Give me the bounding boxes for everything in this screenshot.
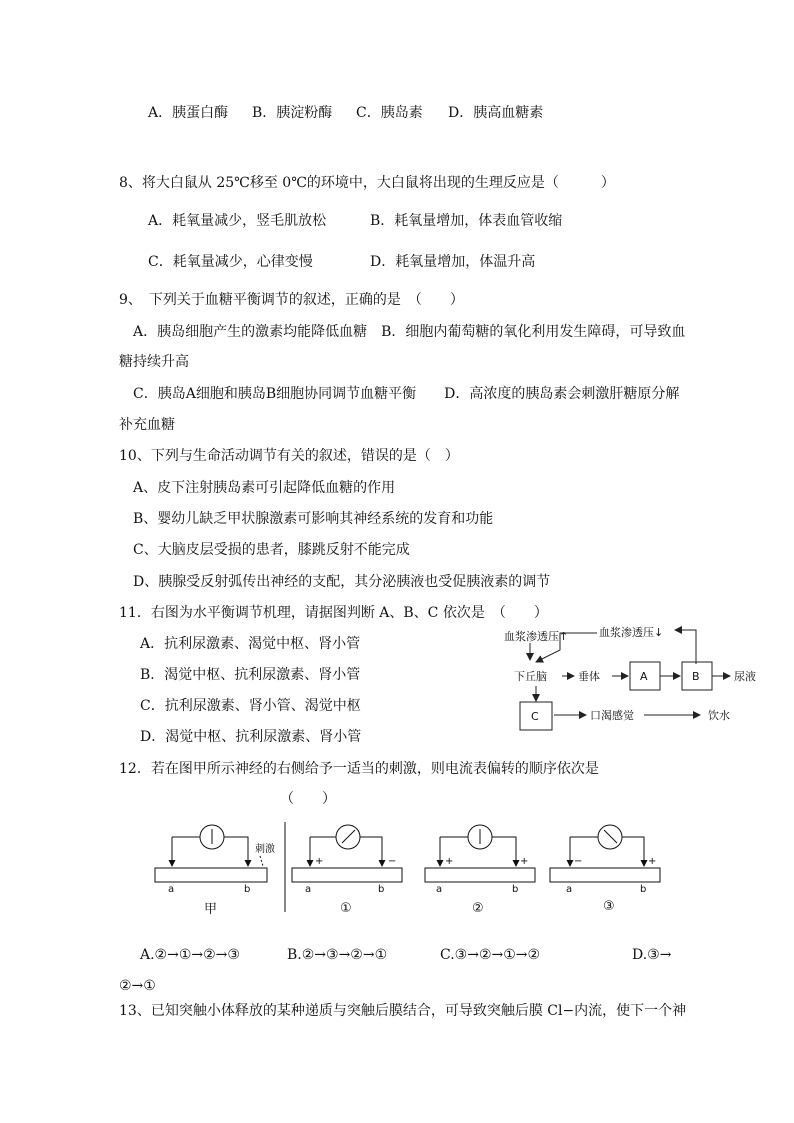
d2-plus: +: [445, 856, 454, 867]
q9-options-cd-cont: 补充血糖: [119, 417, 175, 433]
caption-1: ①: [340, 901, 352, 916]
d3-minus: −: [574, 856, 583, 867]
diagram-box-c: C: [531, 710, 539, 723]
q12-option-b: B.②→③→②→①: [287, 947, 388, 963]
q8-stem: 8、将大白鼠从 25℃移至 0℃的环境中，大白鼠将出现的生理反应是（ ）: [119, 175, 615, 191]
diagram-pituitary: 垂体: [578, 670, 600, 683]
q10-stem: 10、下列与生命活动调节有关的叙述，错误的是（ ）: [119, 448, 459, 464]
d1-minus: −: [388, 856, 397, 867]
q13-stem: 13、已知突触小体释放的某种递质与突触后膜结合，可导致突触后膜 Cl−内流，使下一个神: [119, 1003, 687, 1019]
diagram-drink: 饮水: [708, 709, 730, 722]
q12-answer-paren: （ ）: [280, 791, 336, 807]
d2-plus-right: +: [520, 856, 529, 867]
d3-label-a: a: [566, 884, 573, 895]
q9-stem: 9、 下列关于血糖平衡调节的叙述，正确的是 （ ）: [119, 292, 464, 308]
q10-option-c: C、大脑皮层受损的患者，膝跳反射不能完成: [133, 542, 410, 558]
q10-option-d: D、胰腺受反射弧传出神经的支配，其分泌胰液也受促胰液素的调节: [133, 574, 551, 590]
diagram-hypothalamus: 下丘脑: [514, 670, 547, 683]
water-balance-diagram: [500, 618, 770, 742]
q12-option-d: D.③→: [632, 947, 672, 963]
q10-option-a: A、皮下注射胰岛素可引起降低血糖的作用: [133, 480, 396, 496]
d3-plus: +: [648, 856, 657, 867]
q8-option-b: B．耗氧量增加，体表血管收缩: [370, 213, 563, 229]
d1-label-b: b: [378, 884, 385, 895]
diagram-box-b: B: [692, 670, 700, 683]
q7-option-c: C．胰岛素: [356, 105, 423, 121]
q11-option-a: A．抗利尿激素、渴觉中枢、肾小管: [140, 636, 361, 652]
nerve-galvanometer-diagram: [150, 820, 670, 920]
stimulus-label: 刺激: [255, 844, 275, 855]
d2-label-a: a: [436, 884, 443, 895]
diagram-thirst: 口渴感觉: [590, 709, 634, 722]
q11-option-d: D．渴觉中枢、抗利尿激素、肾小管: [140, 729, 362, 745]
q12-option-a: A.②→①→②→③: [140, 947, 240, 963]
diagram-plasma-up: 血浆渗透压↑: [504, 630, 569, 643]
q7-option-a: A．胰蛋白酶: [148, 105, 229, 121]
caption-2: ②: [472, 901, 484, 916]
q11-stem: 11．右图为水平衡调节机理，请据图判断 A、B、C 依次是 （ ）: [119, 605, 548, 621]
jia-label-b: b: [244, 884, 251, 895]
q9-options-ab-cont: 糖持续升高: [119, 354, 189, 370]
q11-option-c: C．抗利尿激素、肾小管、渴觉中枢: [140, 698, 361, 714]
q11-option-b: B．渴觉中枢、抗利尿激素、肾小管: [140, 667, 361, 683]
diagram-plasma-down: 血浆渗透压↓: [599, 626, 664, 639]
q8-option-c: C．耗氧量减少，心律变慢: [148, 254, 313, 270]
q9-options-ab: A．胰岛细胞产生的激素均能降低血糖 B．细胞内葡萄糖的氧化利用发生障碍，可导致血: [133, 324, 686, 340]
d3-label-b: b: [640, 884, 647, 895]
q10-option-b: B、婴幼儿缺乏甲状腺激素可影响其神经系统的发育和功能: [133, 511, 494, 527]
diagram-box-a: A: [640, 670, 648, 683]
diagram-urine: 尿液: [734, 670, 756, 683]
d1-plus: +: [315, 856, 324, 867]
d2-label-b: b: [512, 884, 519, 895]
caption-3: ③: [603, 899, 615, 914]
d1-label-a: a: [305, 884, 312, 895]
caption-jia: 甲: [204, 902, 218, 917]
jia-label-a: a: [168, 884, 175, 895]
q12-option-d-cont: ②→①: [119, 978, 156, 994]
q8-option-a: A．耗氧量减少，竖毛肌放松: [148, 213, 327, 229]
q7-option-d: D．胰高血糖素: [448, 105, 544, 121]
q9-options-cd: C．胰岛A细胞和胰岛B细胞协同调节血糖平衡 D．高浓度的胰岛素会刺激肝糖原分解: [133, 386, 680, 402]
q12-stem: 12．若在图甲所示神经的右侧给予一适当的刺激，则电流表偏转的顺序依次是: [119, 761, 599, 777]
q12-option-c: C.③→②→①→②: [440, 947, 541, 963]
q8-option-d: D．耗氧量增加，体温升高: [370, 254, 536, 270]
q7-option-b: B．胰淀粉酶: [252, 105, 333, 121]
